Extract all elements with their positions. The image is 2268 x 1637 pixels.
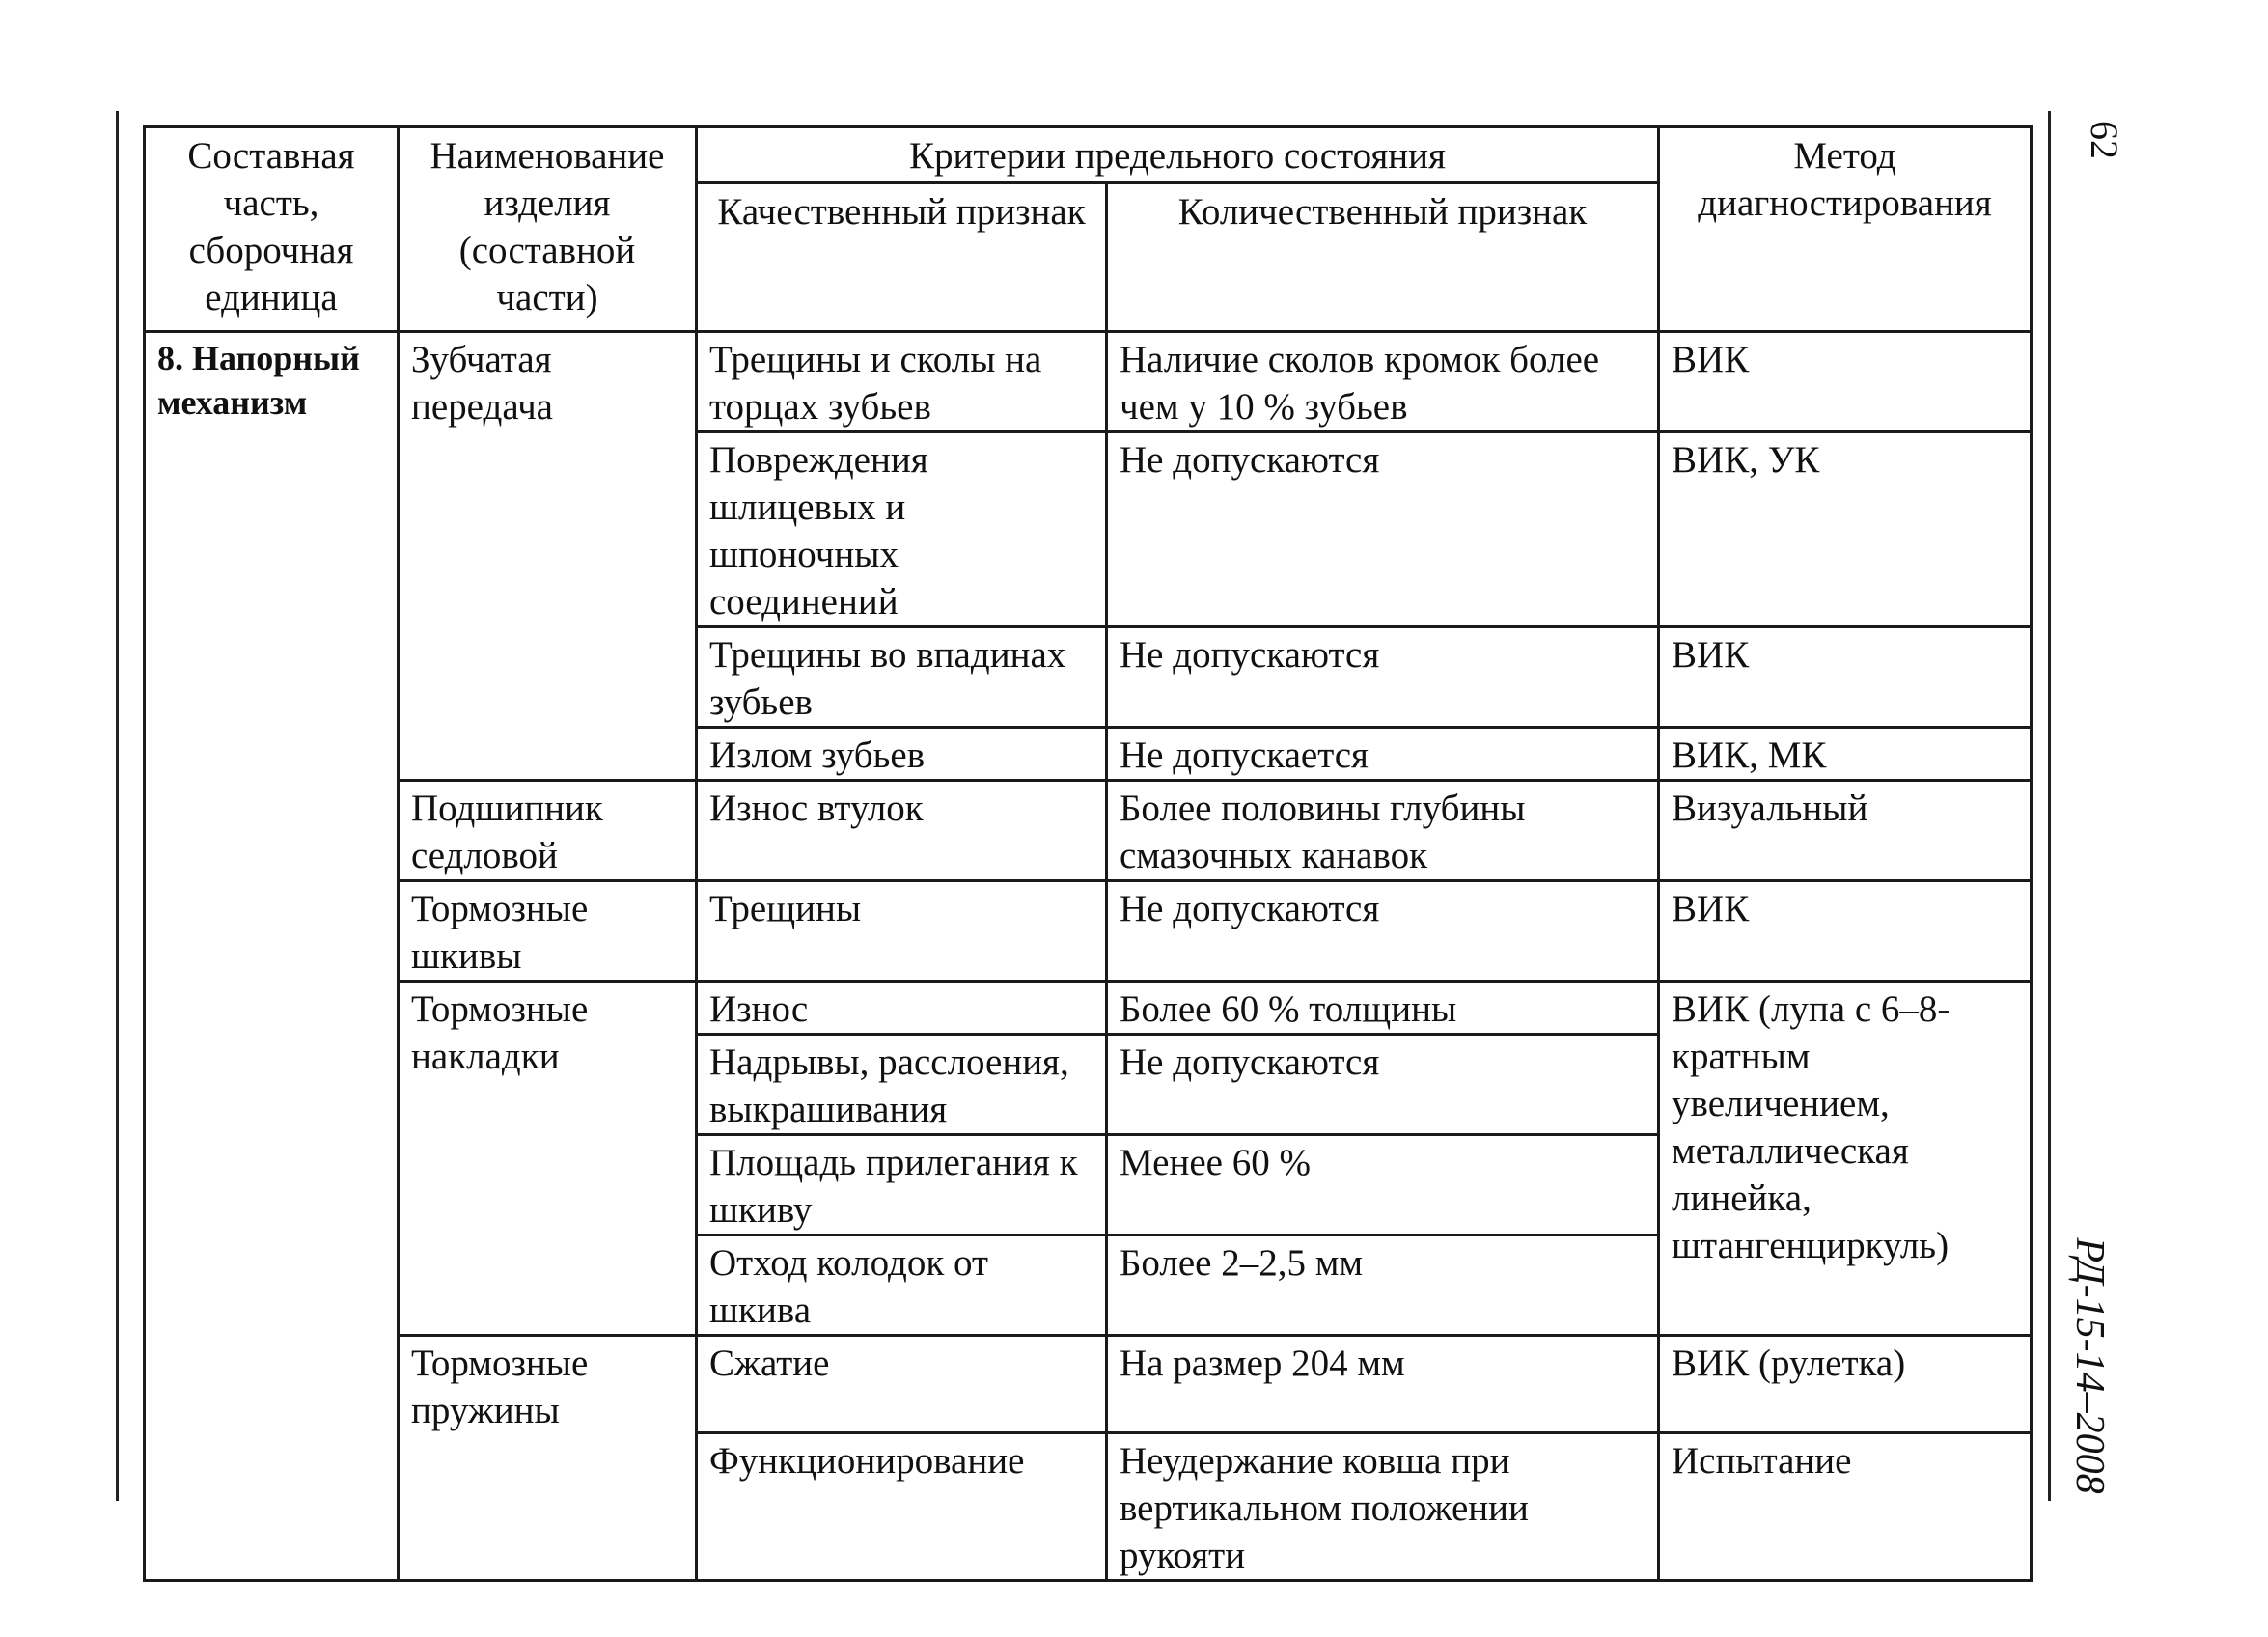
criteria-table xyxy=(143,125,2033,1582)
table-row xyxy=(145,781,2032,881)
quantitative-cell: Более 60 % толщины xyxy=(1107,982,1659,1035)
section-label: 8. Напорный механизм xyxy=(145,332,399,1581)
page-margin-rule-right xyxy=(2048,111,2051,1501)
method-cell: ВИК xyxy=(1659,627,2032,728)
method-cell: Испытание xyxy=(1659,1433,2032,1581)
quantitative-cell: Неудержание ковша при вертикальном положении рукояти xyxy=(1107,1433,1659,1581)
quantitative-cell: Не допускаются xyxy=(1107,1035,1659,1135)
page-margin-rule-left xyxy=(116,111,119,1501)
item-name: Тормозные накладки xyxy=(399,982,697,1336)
quantitative-cell: Не допускаются xyxy=(1107,881,1659,982)
header-qualitative: Качественный признак xyxy=(697,183,1107,332)
quantitative-cell: Наличие сколов кромок более чем у 10 % зубьев xyxy=(1107,332,1659,432)
header-quantitative: Количественный признак xyxy=(1107,183,1659,332)
method-cell: ВИК xyxy=(1659,881,2032,982)
qualitative-cell: Отход колодок от шкива xyxy=(697,1235,1107,1336)
qualitative-cell: Износ втулок xyxy=(697,781,1107,881)
method-cell: ВИК, МК xyxy=(1659,728,2032,781)
quantitative-cell: Не допускаются xyxy=(1107,432,1659,627)
qualitative-cell: Повреждения шлицевых и шпоночных соединений xyxy=(697,432,1107,627)
method-cell: ВИК (рулетка) xyxy=(1659,1336,2032,1433)
table-row xyxy=(145,881,2032,982)
table-row xyxy=(145,982,2032,1035)
header-part: Составная часть, сборочная единица xyxy=(145,127,399,332)
item-name: Зубчатая передача xyxy=(399,332,697,781)
page-number: 62 xyxy=(2083,121,2126,159)
qualitative-cell: Сжатие xyxy=(697,1336,1107,1433)
header-method: Метод диагностирования xyxy=(1659,127,2032,332)
qualitative-cell: Трещины и сколы на торцах зубьев xyxy=(697,332,1107,432)
quantitative-cell: Не допускаются xyxy=(1107,627,1659,728)
quantitative-cell: На размер 204 мм xyxy=(1107,1336,1659,1433)
table-row xyxy=(145,1336,2032,1433)
quantitative-cell: Более половины глубины смазочных канавок xyxy=(1107,781,1659,881)
method-cell: Визуальный xyxy=(1659,781,2032,881)
method-cell: ВИК, УК xyxy=(1659,432,2032,627)
item-name: Подшипник седловой xyxy=(399,781,697,881)
header-name: Наименование изделия (составной части) xyxy=(399,127,697,332)
qualitative-cell: Трещины xyxy=(697,881,1107,982)
quantitative-cell: Более 2–2,5 мм xyxy=(1107,1235,1659,1336)
qualitative-cell: Надрывы, расслоения, выкрашивания xyxy=(697,1035,1107,1135)
document-code: РД-15-14–2008 xyxy=(2067,1237,2112,1494)
quantitative-cell: Не допускается xyxy=(1107,728,1659,781)
item-name: Тормозные шкивы xyxy=(399,881,697,982)
method-cell: ВИК xyxy=(1659,332,2032,432)
table-row xyxy=(145,332,2032,432)
item-name: Тормозные пружины xyxy=(399,1336,697,1581)
header-criteria: Критерии предельного состояния xyxy=(697,127,1659,183)
qualitative-cell: Излом зубьев xyxy=(697,728,1107,781)
method-cell: ВИК (лупа с 6–8-кратным увеличением, металлическая линейка, штангенциркуль) xyxy=(1659,982,2032,1336)
qualitative-cell: Функционирование xyxy=(697,1433,1107,1581)
qualitative-cell: Площадь прилегания к шкиву xyxy=(697,1135,1107,1235)
qualitative-cell: Износ xyxy=(697,982,1107,1035)
quantitative-cell: Менее 60 % xyxy=(1107,1135,1659,1235)
qualitative-cell: Трещины во впадинах зубьев xyxy=(697,627,1107,728)
table-header-row xyxy=(145,127,2032,183)
